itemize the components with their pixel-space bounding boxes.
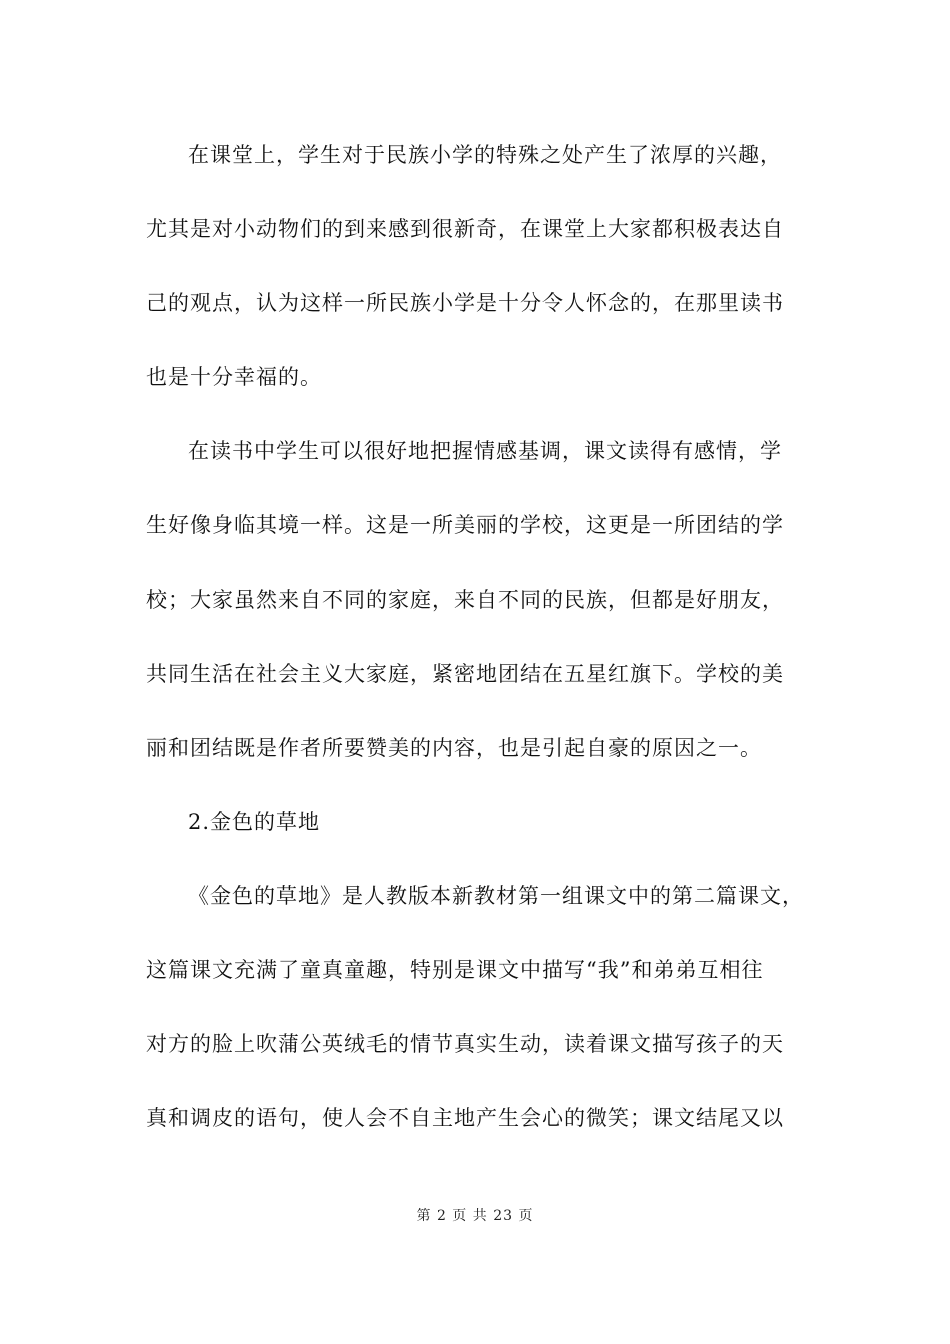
paragraph-2-line-1: 在读书中学生可以很好地把握情感基调，课文读得有感情，学 [188, 439, 782, 463]
section-heading: 2.金色的草地 [188, 810, 321, 834]
paragraph-1-line-4: 也是十分幸福的。 [146, 365, 322, 389]
page-number-footer: 第 2 页 共 23 页 [416, 1208, 534, 1224]
paragraph-2-line-4: 共同生活在社会主义大家庭，紧密地团结在五星红旗下。学校的美 [146, 662, 784, 686]
paragraph-2-line-5: 丽和团结既是作者所要赞美的内容，也是引起自豪的原因之一。 [146, 736, 762, 760]
paragraph-3-line-2: 这篇课文充满了童真童趣，特别是课文中描写“我”和弟弟互相往 [146, 958, 764, 982]
paragraph-2-line-3: 校；大家虽然来自不同的家庭，来自不同的民族，但都是好朋友， [146, 588, 784, 612]
paragraph-3-line-1: 《金色的草地》是人教版本新教材第一组课文中的第二篇课文， [188, 884, 804, 908]
paragraph-1-line-1: 在课堂上，学生对于民族小学的特殊之处产生了浓厚的兴趣， [188, 143, 782, 167]
paragraph-2-line-2: 生好像身临其境一样。这是一所美丽的学校，这更是一所团结的学 [146, 513, 784, 537]
paragraph-3-line-3: 对方的脸上吹蒲公英绒毛的情节真实生动，读着课文描写孩子的天 [146, 1032, 784, 1056]
paragraph-3-line-4: 真和调皮的语句，使人会不自主地产生会心的微笑；课文结尾又以 [146, 1106, 784, 1130]
paragraph-1-line-2: 尤其是对小动物们的到来感到很新奇，在课堂上大家都积极表达自 [146, 217, 784, 241]
paragraph-1-line-3: 己的观点，认为这样一所民族小学是十分令人怀念的，在那里读书 [146, 291, 784, 315]
